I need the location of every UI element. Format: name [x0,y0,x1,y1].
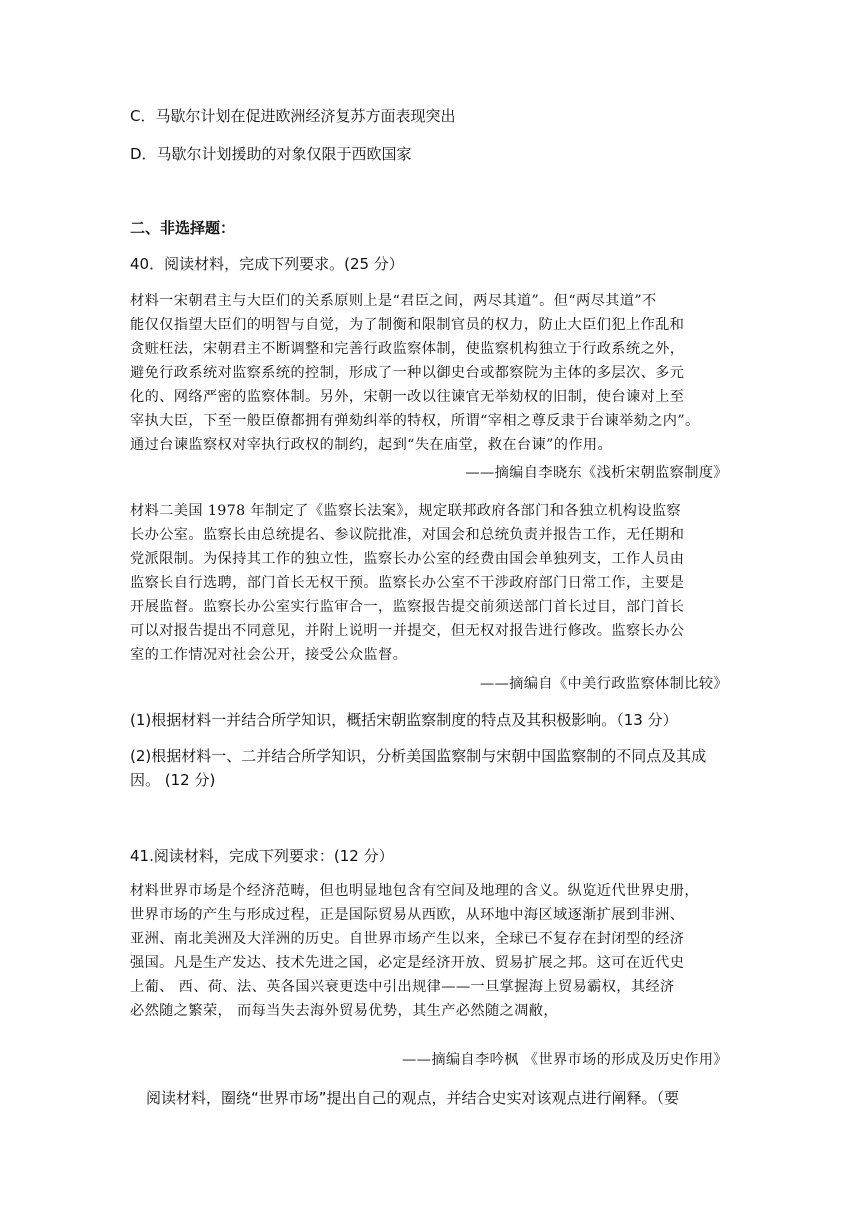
question-40-title: 40．阅读材料，完成下列要求。(25 分） [130,255,404,273]
material-2-line: 党派限制。为保持其工作的独立性，监察长办公室的经费由国会单独列支，工作人员由 [130,551,685,567]
material-1-line: 化的、网络严密的监察体制。另外，宋朝一改以往谏官无举劾权的旧制，使台谏对上至 [130,389,685,405]
material-2-line: 室的工作情况对社会公开，接受公众监督。 [130,647,408,663]
material-line: 材料世界市场是个经济范畴，但也明显地包含有空间及地理的含义。纵览近代世界史册， [130,883,699,899]
material-line: 亚洲、南北美洲及大洋洲的历史。自世界市场产生以来，全球已不复存在封闭型的经济 [130,931,685,947]
option-d: D．马歇尔计划援助的对象仅限于西欧国家 [130,145,412,163]
material-1-source: ——摘编自李晓东《浅析宋朝监察制度》 [465,465,728,481]
material-1-line: 能仅仅指望大臣们的明智与自觉，为了制衡和限制官员的权力，防止大臣们犯上作乱和 [130,317,685,333]
sub-question-2: (2)根据材料一、二并结合所学知识，分析美国监察制与宋朝中国监察制的不同点及其成 [130,747,707,765]
material-1-line: 通过台谏监察权对宰执行政权的制约，起到“失在庙堂，救在台谏”的作用。 [130,437,613,453]
option-c: C．马歇尔计划在促进欧洲经济复苏方面表现突出 [130,107,456,125]
material-2-line: 可以对报告提出不同意见，并附上说明一并提交，但无权对报告进行修改。监察长办公 [130,623,685,639]
question-41-title: 41.阅读材料，完成下列要求：(12 分） [130,847,394,865]
material-2-line: 长办公室。监察长由总统提名、参议院批准，对国会和总统负责并报告工作，无任期和 [130,527,685,543]
material-1-line: 宰执大臣，下至一般臣僚都拥有弹劾纠举的特权，所谓“宰相之尊反隶于台谏举劾之内”。 [130,413,700,429]
material-2-line: 监察长自行选聘，部门首长无权干预。监察长办公室不干涉政府部门日常工作，主要是 [130,575,685,591]
material-2-line: 材料二美国 1978 年制定了《监察长法案》，规定联邦政府各部门和各独立机构设监察 [130,503,681,519]
sub-question-1: (1)根据材料一并结合所学知识，概括宋朝监察制度的特点及其积极影响。（13 分） [130,711,678,729]
material-line: 世界市场的产生与形成过程，正是国际贸易从西欧，从环地中海区域逐渐扩展到非洲、 [130,907,685,923]
sub-question-2-cont: 因。 (12 分) [130,771,216,789]
material-1-line: 贪赃枉法，宋朝君主不断调整和完善行政监察体制，使监察机构独立于行政系统之外， [130,341,685,357]
material-line: 上葡、 西、荷、法、英各国兴衰更迭中引出规律——一旦掌握海上贸易霸权，其经济 [130,979,675,995]
question-41-prompt: 阅读材料，圈绕“世界市场”提出自己的观点，并结合史实对该观点进行阐释。（要 [146,1089,680,1107]
material-1-line: 材料一宋朝君主与大臣们的关系原则上是“君臣之间，两尽其道”。但“两尽其道”不 [130,293,657,309]
material-2-source: ——摘编自《中美行政监察体制比较》 [480,676,728,692]
section-heading: 二、非选择题： [130,219,236,237]
material-source: ——摘编自李吟枫 《世界市场的形成及历史作用》 [402,1052,728,1068]
material-line: 强国。凡是生产发达、技术先进之国，必定是经济开放、贸易扩展之邦。这可在近代史 [130,955,685,971]
material-line: 必然随之繁荣， 而每当失去海外贸易优势，其生产必然随之凋敝， [130,1003,558,1019]
material-2-line: 开展监督。监察长办公室实行监审合一，监察报告提交前须送部门首长过目，部门首长 [130,599,685,615]
material-1-line: 避免行政系统对监察系统的控制，形成了一种以御史台或都察院为主体的多层次、多元 [130,365,685,381]
